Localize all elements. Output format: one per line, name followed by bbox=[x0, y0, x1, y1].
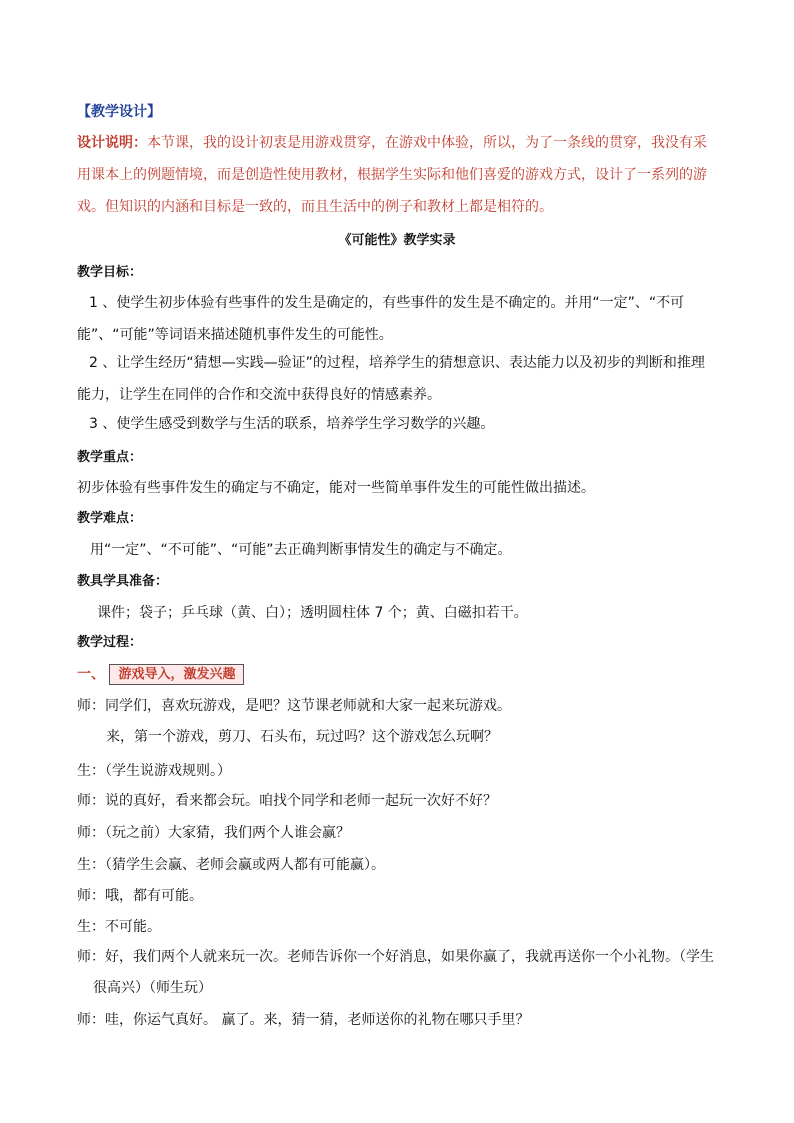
design-note-label: 设计说明： bbox=[77, 135, 147, 151]
difficulties-label: 教学难点： bbox=[77, 511, 143, 526]
goal-item-3: 3 、使学生感受到数学与生活的联系，培养学生学习数学的兴趣。 bbox=[89, 416, 495, 432]
section-one bbox=[77, 664, 244, 685]
section-one-number: 一、 bbox=[77, 666, 105, 683]
materials-label: 教具学具准备： bbox=[77, 574, 169, 589]
key-points-label: 教学重点： bbox=[77, 450, 143, 465]
dialogue-line-2: 来，第一个游戏，剪刀、石头布，玩过吗？这个游戏怎么玩啊？ bbox=[106, 729, 498, 745]
difficulties-text: 用“一定”、“不可能”、“可能”去正确判断事情发生的确定与不确定。 bbox=[90, 542, 512, 558]
dialogue-line-3: 生：（学生说游戏规则。） bbox=[77, 763, 231, 779]
dialogue-line-6: 生：（猜学生会赢、老师会赢或两人都有可能赢）。 bbox=[77, 857, 385, 873]
dialogue-line-9: 师：好，我们两个人就来玩一次。老师告诉你一个好消息，如果你赢了，我就再送你一个小礼物。（学生 bbox=[77, 949, 714, 965]
goals-label: 教学目标： bbox=[77, 265, 143, 280]
dialogue-line-10: 很高兴）（师生玩） bbox=[93, 980, 212, 996]
section-heading: 【教学设计】 bbox=[77, 104, 161, 120]
design-note-text: 本节课，我的设计初衷是用游戏贯穿，在游戏中体验，所以，为了一条线的贯穿，我没有采用课本上的例题情境，而是创造性使用教材，根据学生实际和他们喜爱的游戏方式，设计了一系列的游戏。但知识的内涵和目标是一致的，而且生活中的例子和教材上都是相符的。 bbox=[77, 135, 707, 215]
dialogue-line-1: 师：同学们，喜欢玩游戏，是吧？这节课老师就和大家一起来玩游戏。 bbox=[77, 698, 511, 714]
page-title: 《可能性》教学实录 bbox=[338, 233, 456, 248]
dialogue-line-4: 师：说的真好，看来都会玩。咱找个同学和老师一起玩一次好不好？ bbox=[77, 793, 497, 809]
dialogue-line-11: 师：哇，你运气真好。 赢了。来，猜一猜，老师送你的礼物在哪只手里？ bbox=[77, 1012, 530, 1028]
process-label: 教学过程： bbox=[77, 635, 143, 650]
dialogue-line-5: 师：（玩之前）大家猜，我们两个人谁会赢？ bbox=[77, 825, 350, 841]
dialogue-line-8: 生：不可能。 bbox=[77, 919, 161, 935]
materials-text: 课件；袋子；乒乓球（黄、白）；透明圆柱体 7 个；黄、白磁扣若干。 bbox=[97, 605, 528, 621]
goal-item-1: 1 、使学生初步体验有些事件的发生是确定的，有些事件的发生是不确定的。并用“一定”、“不可能”、“可能”等词语来描述随机事件发生的可能性。 bbox=[77, 295, 685, 343]
goal-item-2: 2 、让学生经历“猜想—实践—验证”的过程，培养学生的猜想意识、表达能力以及初步的判断和推理能力，让学生在同伴的合作和交流中获得良好的情感素养。 bbox=[77, 355, 705, 403]
design-note bbox=[77, 127, 717, 223]
key-points-text: 初步体验有些事件发生的确定与不确定，能对一些简单事件发生的可能性做出描述。 bbox=[77, 480, 595, 496]
section-one-title: 游戏导入，激发兴趣 bbox=[109, 664, 244, 685]
dialogue-line-7: 师：哦，都有可能。 bbox=[77, 888, 203, 904]
